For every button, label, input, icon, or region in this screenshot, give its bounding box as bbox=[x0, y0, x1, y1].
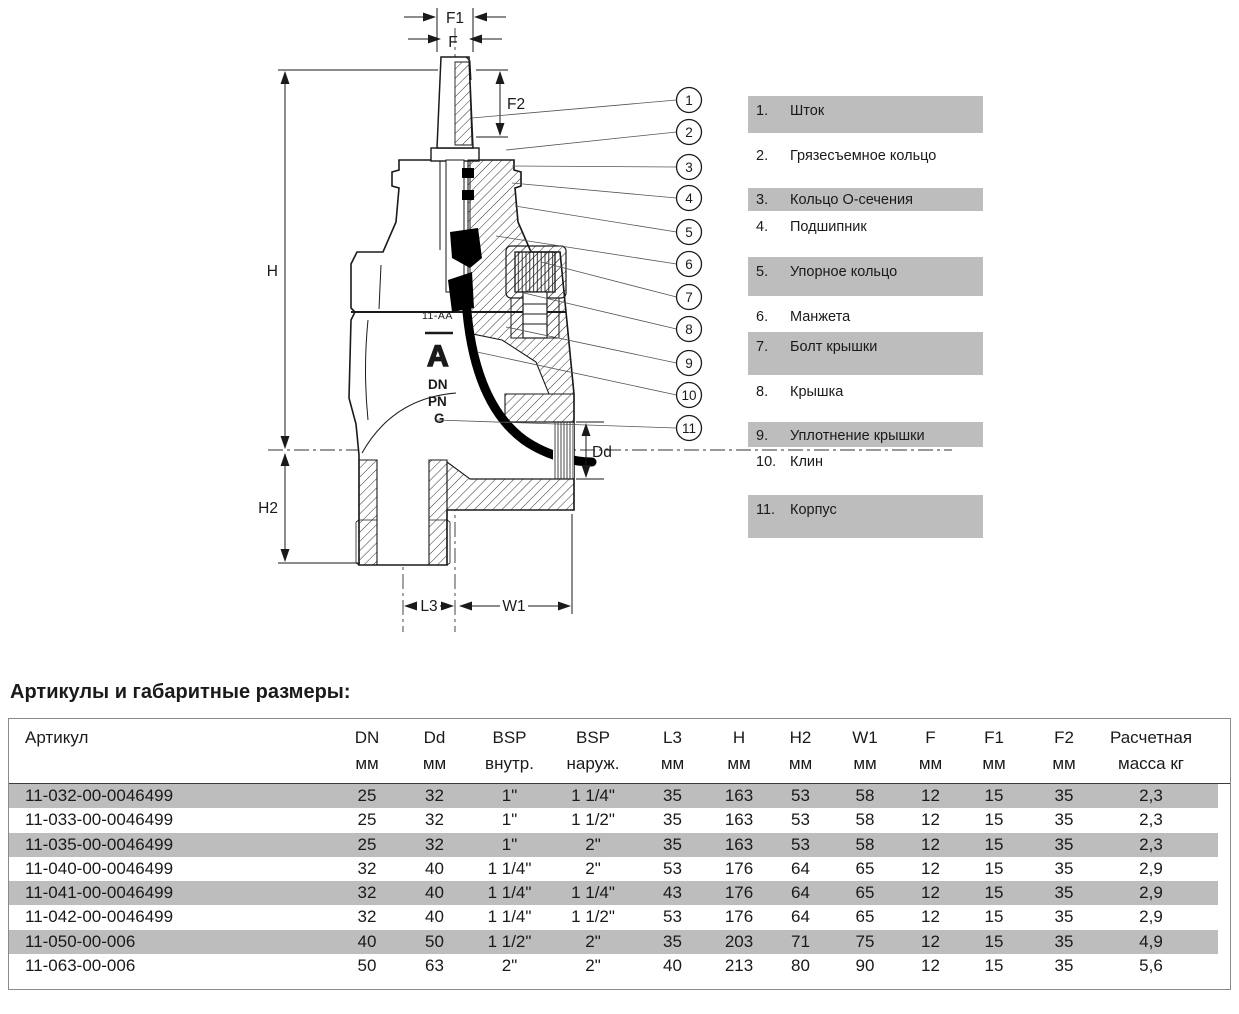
parts-list-item bbox=[748, 218, 983, 236]
value-cell: 40 bbox=[425, 858, 444, 878]
column-header-line1: F1 bbox=[984, 728, 1004, 747]
value-cell: 58 bbox=[855, 786, 875, 805]
callout-leader-4 bbox=[512, 183, 677, 198]
article-cell: 11-033-00-0046499 bbox=[25, 810, 174, 830]
value-cell: 32 bbox=[357, 858, 377, 878]
part-number: 5. bbox=[756, 264, 769, 280]
value-cell: 64 bbox=[791, 883, 810, 903]
column-header-line1: BSP bbox=[492, 728, 527, 747]
value-cell: 15 bbox=[984, 810, 1004, 830]
value-cell: 12 bbox=[921, 786, 940, 805]
callout-leader-3 bbox=[512, 166, 677, 167]
value-cell: 53 bbox=[791, 834, 810, 854]
value-cell: 1 1/4" bbox=[571, 883, 615, 903]
value-cell: 32 bbox=[425, 786, 444, 805]
part-number: 9. bbox=[756, 428, 769, 444]
value-cell: 12 bbox=[921, 834, 940, 854]
value-cell: 1 1/4" bbox=[487, 907, 532, 927]
value-cell: 2" bbox=[585, 956, 601, 976]
column-header bbox=[832, 719, 898, 777]
value-cell: 176 bbox=[724, 907, 754, 927]
part-label: Уплотнение крышки bbox=[790, 428, 925, 444]
column-header-line1: BSP bbox=[575, 728, 611, 747]
size-table-header bbox=[9, 719, 1230, 784]
table-row bbox=[9, 930, 1230, 954]
parts-list-item bbox=[748, 263, 983, 281]
part-label: Крышка bbox=[790, 384, 844, 400]
value-cell: 2,3 bbox=[1139, 786, 1163, 805]
value-cell: 35 bbox=[1054, 907, 1074, 927]
value-cell: 1 1/2" bbox=[487, 931, 532, 951]
value-cell: 25 bbox=[357, 786, 377, 805]
table-row bbox=[9, 881, 1230, 905]
column-header bbox=[1025, 719, 1103, 777]
part-number: 4. bbox=[756, 219, 769, 235]
column-header bbox=[469, 719, 550, 777]
value-cell: 53 bbox=[791, 786, 810, 805]
value-cell: 32 bbox=[357, 907, 377, 927]
value-cell: 32 bbox=[425, 810, 444, 830]
parts-list-item bbox=[748, 427, 983, 445]
value-cell: 12 bbox=[921, 810, 940, 830]
value-cell: 5,6 bbox=[1139, 956, 1163, 976]
stem-shaft bbox=[446, 160, 464, 292]
column-header-line1: Расчетная bbox=[1109, 728, 1193, 747]
value-cell: 53 bbox=[663, 907, 682, 927]
parts-list-item bbox=[748, 338, 983, 356]
value-cell: 1" bbox=[501, 786, 518, 805]
stem-section bbox=[455, 62, 472, 145]
callout-leader-1 bbox=[472, 100, 677, 118]
value-cell: 35 bbox=[663, 810, 682, 830]
value-cell: 35 bbox=[663, 931, 682, 951]
article-cell: 11-040-00-0046499 bbox=[25, 858, 174, 878]
column-header-line2: мм bbox=[660, 754, 685, 773]
value-cell: 35 bbox=[1054, 834, 1074, 854]
marking-dn: DN bbox=[428, 377, 448, 392]
dim-h: H bbox=[266, 263, 278, 280]
wiper-ring bbox=[462, 168, 474, 178]
dim-l3: L3 bbox=[420, 598, 438, 615]
callout-number: 1 bbox=[685, 92, 693, 108]
column-header-line2: мм bbox=[422, 754, 447, 773]
callout-leader-2 bbox=[506, 132, 677, 150]
column-header bbox=[709, 719, 769, 777]
dim-f1: F1 bbox=[445, 10, 465, 27]
value-cell: 2,9 bbox=[1139, 858, 1163, 878]
logo-letter: A bbox=[427, 340, 449, 373]
callout-number: 9 bbox=[685, 355, 693, 371]
bonnet-bolt bbox=[506, 246, 566, 338]
value-cell: 2,3 bbox=[1139, 834, 1163, 854]
value-cell: 213 bbox=[724, 956, 754, 976]
value-cell: 25 bbox=[357, 810, 377, 830]
value-cell: 12 bbox=[921, 931, 940, 951]
value-cell: 64 bbox=[791, 858, 810, 878]
cast-code: 11-AA bbox=[422, 310, 453, 322]
value-cell: 2,9 bbox=[1139, 907, 1163, 927]
value-cell: 71 bbox=[791, 931, 810, 951]
part-number: 11. bbox=[756, 502, 776, 518]
value-cell: 12 bbox=[921, 907, 940, 927]
part-number: 3. bbox=[756, 192, 769, 208]
value-cell: 25 bbox=[357, 834, 377, 854]
size-table bbox=[8, 718, 1231, 990]
value-cell: 65 bbox=[855, 858, 875, 878]
value-cell: 35 bbox=[1054, 931, 1074, 951]
parts-list-item bbox=[748, 191, 983, 209]
stem-flange bbox=[431, 148, 479, 161]
column-header-line2: мм bbox=[727, 754, 751, 773]
value-cell: 12 bbox=[921, 956, 940, 976]
column-header-line1: W1 bbox=[852, 728, 878, 747]
part-number: 10. bbox=[756, 454, 777, 470]
dim-h2: H2 bbox=[258, 500, 278, 517]
table-row bbox=[9, 954, 1230, 978]
column-header-line1: H bbox=[732, 728, 746, 747]
dim-dd: Dd bbox=[592, 444, 612, 461]
port-top-wall bbox=[505, 394, 574, 422]
value-cell: 1 1/4" bbox=[487, 858, 532, 878]
parts-list-item bbox=[748, 383, 983, 401]
article-cell: 11-035-00-0046499 bbox=[25, 834, 174, 854]
size-table-body bbox=[9, 784, 1230, 978]
column-header-line2: мм bbox=[982, 754, 1006, 773]
column-header-line2: мм bbox=[355, 754, 379, 773]
value-cell: 90 bbox=[855, 956, 875, 976]
table-row bbox=[9, 905, 1230, 929]
callout-number: 3 bbox=[685, 159, 693, 175]
part-label: Клин bbox=[790, 454, 824, 470]
value-cell: 50 bbox=[425, 931, 444, 951]
part-number: 7. bbox=[756, 339, 769, 355]
value-cell: 65 bbox=[855, 907, 875, 927]
value-cell: 40 bbox=[425, 907, 444, 927]
value-cell: 12 bbox=[921, 883, 940, 903]
callout-number: 5 bbox=[685, 224, 693, 240]
outlet-right-wall bbox=[429, 460, 447, 565]
value-cell: 80 bbox=[791, 956, 810, 976]
parts-list bbox=[748, 0, 983, 660]
parts-list-item bbox=[748, 147, 983, 165]
value-cell: 35 bbox=[663, 834, 682, 854]
dim-f: F bbox=[448, 34, 458, 51]
article-cell: 11-042-00-0046499 bbox=[25, 907, 174, 927]
value-cell: 2" bbox=[585, 834, 601, 854]
column-header-line2: наруж. bbox=[566, 754, 620, 773]
value-cell: 32 bbox=[425, 834, 444, 854]
bolt-head bbox=[515, 252, 555, 292]
value-cell: 35 bbox=[1054, 956, 1074, 976]
value-cell: 4,9 bbox=[1139, 931, 1163, 951]
value-cell: 35 bbox=[1054, 883, 1074, 903]
dim-f2: F2 bbox=[507, 96, 526, 113]
value-cell: 1 1/4" bbox=[487, 883, 532, 903]
column-header bbox=[400, 719, 469, 777]
column-header bbox=[334, 719, 400, 777]
article-cell: 11-063-00-006 bbox=[25, 956, 136, 976]
value-cell: 15 bbox=[984, 834, 1004, 854]
value-cell: 15 bbox=[984, 883, 1004, 903]
column-header bbox=[769, 719, 832, 777]
part-label: Упорное кольцо bbox=[790, 264, 898, 280]
part-label: Шток bbox=[790, 103, 825, 119]
value-cell: 65 bbox=[855, 883, 875, 903]
callout-number: 11 bbox=[681, 420, 697, 436]
value-cell: 1" bbox=[501, 810, 518, 830]
part-label: Болт крышки bbox=[790, 339, 878, 355]
value-cell: 2,9 bbox=[1139, 883, 1163, 903]
value-cell: 2,3 bbox=[1139, 810, 1163, 830]
value-cell: 15 bbox=[984, 858, 1004, 878]
part-label: Кольцо О-сечения bbox=[790, 192, 913, 208]
callout-number: 10 bbox=[681, 387, 697, 403]
callout-number: 6 bbox=[685, 256, 693, 272]
value-cell: 163 bbox=[724, 810, 754, 830]
value-cell: 40 bbox=[425, 883, 444, 903]
value-cell: 2" bbox=[501, 956, 518, 976]
value-cell: 15 bbox=[984, 786, 1004, 805]
value-cell: 64 bbox=[791, 907, 810, 927]
value-cell: 50 bbox=[357, 956, 377, 976]
column-header-line2: мм bbox=[788, 754, 813, 773]
column-header-line1: DN bbox=[354, 728, 380, 747]
column-header bbox=[1103, 719, 1199, 777]
part-label: Манжета bbox=[790, 309, 851, 325]
value-cell: 58 bbox=[855, 810, 875, 830]
value-cell: 2" bbox=[585, 858, 601, 878]
column-header bbox=[550, 719, 636, 777]
column-header-line2: масса кг bbox=[1118, 754, 1184, 773]
column-header-line1: L3 bbox=[663, 728, 682, 747]
value-cell: 40 bbox=[357, 931, 377, 951]
value-cell: 43 bbox=[663, 883, 682, 903]
part-number: 1. bbox=[756, 103, 769, 119]
parts-list-item bbox=[748, 102, 983, 120]
part-number: 2. bbox=[756, 148, 769, 164]
column-header-line2: мм bbox=[918, 754, 943, 773]
parts-list-item bbox=[748, 453, 983, 471]
value-cell: 163 bbox=[724, 786, 754, 805]
column-header-line1: Артикул bbox=[25, 728, 89, 747]
value-cell: 75 bbox=[855, 931, 875, 951]
value-cell: 35 bbox=[1054, 810, 1074, 830]
value-cell: 32 bbox=[357, 883, 377, 903]
value-cell: 35 bbox=[1054, 786, 1074, 805]
column-header bbox=[898, 719, 963, 777]
value-cell: 176 bbox=[724, 883, 754, 903]
value-cell: 35 bbox=[663, 786, 682, 805]
value-cell: 2" bbox=[585, 931, 601, 951]
column-header-line1: H2 bbox=[789, 728, 812, 747]
value-cell: 176 bbox=[724, 858, 754, 878]
callout-number: 7 bbox=[685, 289, 693, 305]
value-cell: 15 bbox=[984, 956, 1004, 976]
value-cell: 163 bbox=[724, 834, 754, 854]
table-row bbox=[9, 808, 1230, 832]
column-header-line1: Dd bbox=[423, 728, 446, 747]
column-header-line1: F bbox=[925, 728, 936, 747]
callout-number: 8 bbox=[685, 321, 693, 337]
outlet-left-wall bbox=[359, 460, 377, 565]
part-label: Подшипник bbox=[790, 219, 867, 235]
value-cell: 15 bbox=[984, 907, 1004, 927]
value-cell: 53 bbox=[663, 858, 682, 878]
part-label: Корпус bbox=[790, 502, 837, 518]
column-header bbox=[636, 719, 709, 777]
size-table-title: Артикулы и габаритные размеры: bbox=[10, 681, 351, 703]
parts-list-item bbox=[748, 501, 983, 519]
dim-w1: W1 bbox=[502, 598, 526, 615]
value-cell: 1 1/4" bbox=[571, 786, 615, 805]
value-cell: 58 bbox=[855, 834, 875, 854]
value-cell: 12 bbox=[921, 858, 940, 878]
column-header-line2: мм bbox=[853, 754, 877, 773]
value-cell: 1 1/2" bbox=[571, 810, 615, 830]
column-header-line2: мм bbox=[1052, 754, 1076, 773]
table-row bbox=[9, 857, 1230, 881]
article-cell: 11-050-00-006 bbox=[25, 931, 136, 951]
article-cell: 11-041-00-0046499 bbox=[25, 883, 174, 903]
part-number: 6. bbox=[756, 309, 769, 325]
callout-number: 2 bbox=[685, 124, 693, 140]
callout-number: 4 bbox=[685, 190, 693, 206]
value-cell: 53 bbox=[791, 810, 810, 830]
value-cell: 63 bbox=[425, 956, 444, 976]
marking-pn: PN bbox=[428, 394, 447, 409]
column-header-line1: F2 bbox=[1054, 728, 1074, 747]
marking-g: G bbox=[434, 411, 445, 426]
column-header bbox=[963, 719, 1025, 777]
callout-leader-5 bbox=[515, 206, 677, 232]
value-cell: 1 1/2" bbox=[571, 907, 615, 927]
value-cell: 203 bbox=[724, 931, 754, 951]
value-cell: 1" bbox=[501, 834, 518, 854]
value-cell: 40 bbox=[663, 956, 682, 976]
part-number: 8. bbox=[756, 384, 769, 400]
table-row bbox=[9, 833, 1230, 857]
table-row bbox=[9, 784, 1230, 808]
parts-list-item bbox=[748, 308, 983, 326]
value-cell: 15 bbox=[984, 931, 1004, 951]
column-header bbox=[9, 719, 334, 751]
column-header-line2: внутр. bbox=[485, 754, 534, 773]
o-ring bbox=[462, 190, 474, 200]
article-cell: 11-032-00-0046499 bbox=[25, 786, 174, 805]
value-cell: 35 bbox=[1054, 858, 1074, 878]
part-label: Грязесъемное кольцо bbox=[790, 148, 937, 164]
